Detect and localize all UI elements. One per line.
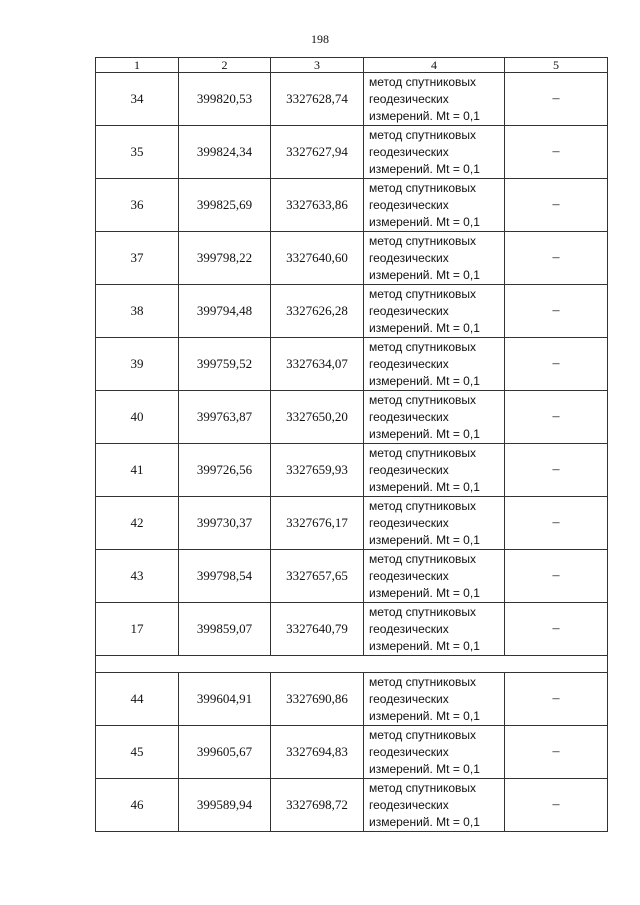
x-coordinate-cell: 399798,54 (179, 550, 271, 603)
method-line: измерений. Mt = 0,1 (369, 214, 480, 229)
column-header: 2 (179, 58, 271, 73)
x-coordinate-cell: 399825,69 (179, 179, 271, 232)
table-row (96, 444, 608, 497)
x-coordinate-cell: 399726,56 (179, 444, 271, 497)
y-coordinate-cell: 3327690,86 (271, 673, 364, 726)
method-line: измерений. Mt = 0,1 (369, 638, 480, 653)
method-line: измерений. Mt = 0,1 (369, 585, 480, 600)
method-line: метод спутниковых (369, 339, 477, 354)
method-cell (364, 179, 505, 232)
method-line: геодезических (369, 144, 449, 159)
point-number-cell: 37 (96, 232, 179, 285)
method-cell (364, 603, 505, 656)
table-row (96, 673, 608, 726)
point-number-cell: 43 (96, 550, 179, 603)
method-line: метод спутниковых (369, 286, 477, 301)
method-line: измерений. Mt = 0,1 (369, 267, 480, 282)
x-coordinate-cell: 399820,53 (179, 73, 271, 126)
x-coordinate-cell: 399859,07 (179, 603, 271, 656)
method-line: метод спутниковых (369, 180, 477, 195)
table-row (96, 550, 608, 603)
method-line: измерений. Mt = 0,1 (369, 161, 480, 176)
table-row (96, 391, 608, 444)
note-cell: – (505, 603, 608, 656)
x-coordinate-cell: 399730,37 (179, 497, 271, 550)
table-row (96, 779, 608, 832)
note-cell: – (505, 73, 608, 126)
method-line: геодезических (369, 621, 449, 636)
note-cell: – (505, 232, 608, 285)
x-coordinate-cell: 399605,67 (179, 726, 271, 779)
method-line: геодезических (369, 197, 449, 212)
table-row (96, 338, 608, 391)
method-line: измерений. Mt = 0,1 (369, 708, 480, 723)
table-row (96, 126, 608, 179)
method-line: метод спутниковых (369, 392, 477, 407)
column-header: 5 (505, 58, 608, 73)
point-number-cell: 36 (96, 179, 179, 232)
y-coordinate-cell: 3327694,83 (271, 726, 364, 779)
method-line: геодезических (369, 568, 449, 583)
section-separator-row (96, 656, 608, 673)
method-line: метод спутниковых (369, 780, 477, 795)
separator-cell (96, 656, 608, 673)
point-number-cell: 41 (96, 444, 179, 497)
x-coordinate-cell: 399763,87 (179, 391, 271, 444)
coordinates-table-body (96, 58, 608, 832)
method-line: метод спутниковых (369, 727, 477, 742)
point-number-cell: 38 (96, 285, 179, 338)
y-coordinate-cell: 3327634,07 (271, 338, 364, 391)
table-row (96, 73, 608, 126)
y-coordinate-cell: 3327640,60 (271, 232, 364, 285)
note-cell: – (505, 179, 608, 232)
table-row (96, 726, 608, 779)
x-coordinate-cell: 399798,22 (179, 232, 271, 285)
y-coordinate-cell: 3327633,86 (271, 179, 364, 232)
note-cell: – (505, 726, 608, 779)
point-number-cell: 35 (96, 126, 179, 179)
method-line: метод спутниковых (369, 74, 477, 89)
method-line: измерений. Mt = 0,1 (369, 108, 480, 123)
y-coordinate-cell: 3327626,28 (271, 285, 364, 338)
note-cell: – (505, 550, 608, 603)
y-coordinate-cell: 3327627,94 (271, 126, 364, 179)
point-number-cell: 46 (96, 779, 179, 832)
method-line: метод спутниковых (369, 498, 477, 513)
method-line: геодезических (369, 691, 449, 706)
point-number-cell: 17 (96, 603, 179, 656)
method-cell (364, 497, 505, 550)
table-row (96, 497, 608, 550)
point-number-cell: 42 (96, 497, 179, 550)
method-cell (364, 444, 505, 497)
method-line: геодезических (369, 744, 449, 759)
note-cell: – (505, 779, 608, 832)
note-cell: – (505, 126, 608, 179)
y-coordinate-cell: 3327640,79 (271, 603, 364, 656)
method-line: метод спутниковых (369, 604, 477, 619)
note-cell: – (505, 285, 608, 338)
method-cell (364, 126, 505, 179)
point-number-cell: 34 (96, 73, 179, 126)
method-line: метод спутниковых (369, 233, 477, 248)
method-cell (364, 673, 505, 726)
method-line: метод спутниковых (369, 674, 477, 689)
column-header: 3 (271, 58, 364, 73)
method-cell (364, 550, 505, 603)
table-row (96, 285, 608, 338)
method-cell (364, 391, 505, 444)
method-line: измерений. Mt = 0,1 (369, 373, 480, 388)
point-number-cell: 44 (96, 673, 179, 726)
y-coordinate-cell: 3327628,74 (271, 73, 364, 126)
method-cell (364, 779, 505, 832)
y-coordinate-cell: 3327657,65 (271, 550, 364, 603)
y-coordinate-cell: 3327650,20 (271, 391, 364, 444)
method-line: метод спутниковых (369, 127, 477, 142)
method-line: измерений. Mt = 0,1 (369, 426, 480, 441)
point-number-cell: 39 (96, 338, 179, 391)
x-coordinate-cell: 399759,52 (179, 338, 271, 391)
method-line: метод спутниковых (369, 551, 477, 566)
method-line: геодезических (369, 250, 449, 265)
note-cell: – (505, 497, 608, 550)
note-cell: – (505, 391, 608, 444)
point-number-cell: 40 (96, 391, 179, 444)
method-cell (364, 338, 505, 391)
method-line: измерений. Mt = 0,1 (369, 320, 480, 335)
note-cell: – (505, 444, 608, 497)
note-cell: – (505, 338, 608, 391)
method-cell (364, 73, 505, 126)
method-line: измерений. Mt = 0,1 (369, 479, 480, 494)
coordinates-table (95, 57, 608, 832)
method-line: измерений. Mt = 0,1 (369, 814, 480, 829)
method-line: метод спутниковых (369, 445, 477, 460)
table-row (96, 232, 608, 285)
column-header: 4 (364, 58, 505, 73)
table-row (96, 603, 608, 656)
method-cell (364, 232, 505, 285)
page-number: 198 (311, 32, 329, 46)
method-line: геодезических (369, 409, 449, 424)
method-line: геодезических (369, 303, 449, 318)
point-number-cell: 45 (96, 726, 179, 779)
method-line: измерений. Mt = 0,1 (369, 761, 480, 776)
x-coordinate-cell: 399824,34 (179, 126, 271, 179)
method-line: измерений. Mt = 0,1 (369, 532, 480, 547)
method-cell (364, 285, 505, 338)
y-coordinate-cell: 3327698,72 (271, 779, 364, 832)
method-line: геодезических (369, 91, 449, 106)
method-cell (364, 726, 505, 779)
x-coordinate-cell: 399794,48 (179, 285, 271, 338)
note-cell: – (505, 673, 608, 726)
method-line: геодезических (369, 797, 449, 812)
y-coordinate-cell: 3327676,17 (271, 497, 364, 550)
x-coordinate-cell: 399604,91 (179, 673, 271, 726)
column-header: 1 (96, 58, 179, 73)
table-row (96, 179, 608, 232)
x-coordinate-cell: 399589,94 (179, 779, 271, 832)
method-line: геодезических (369, 462, 449, 477)
y-coordinate-cell: 3327659,93 (271, 444, 364, 497)
method-line: геодезических (369, 356, 449, 371)
method-line: геодезических (369, 515, 449, 530)
header-row (96, 58, 608, 73)
